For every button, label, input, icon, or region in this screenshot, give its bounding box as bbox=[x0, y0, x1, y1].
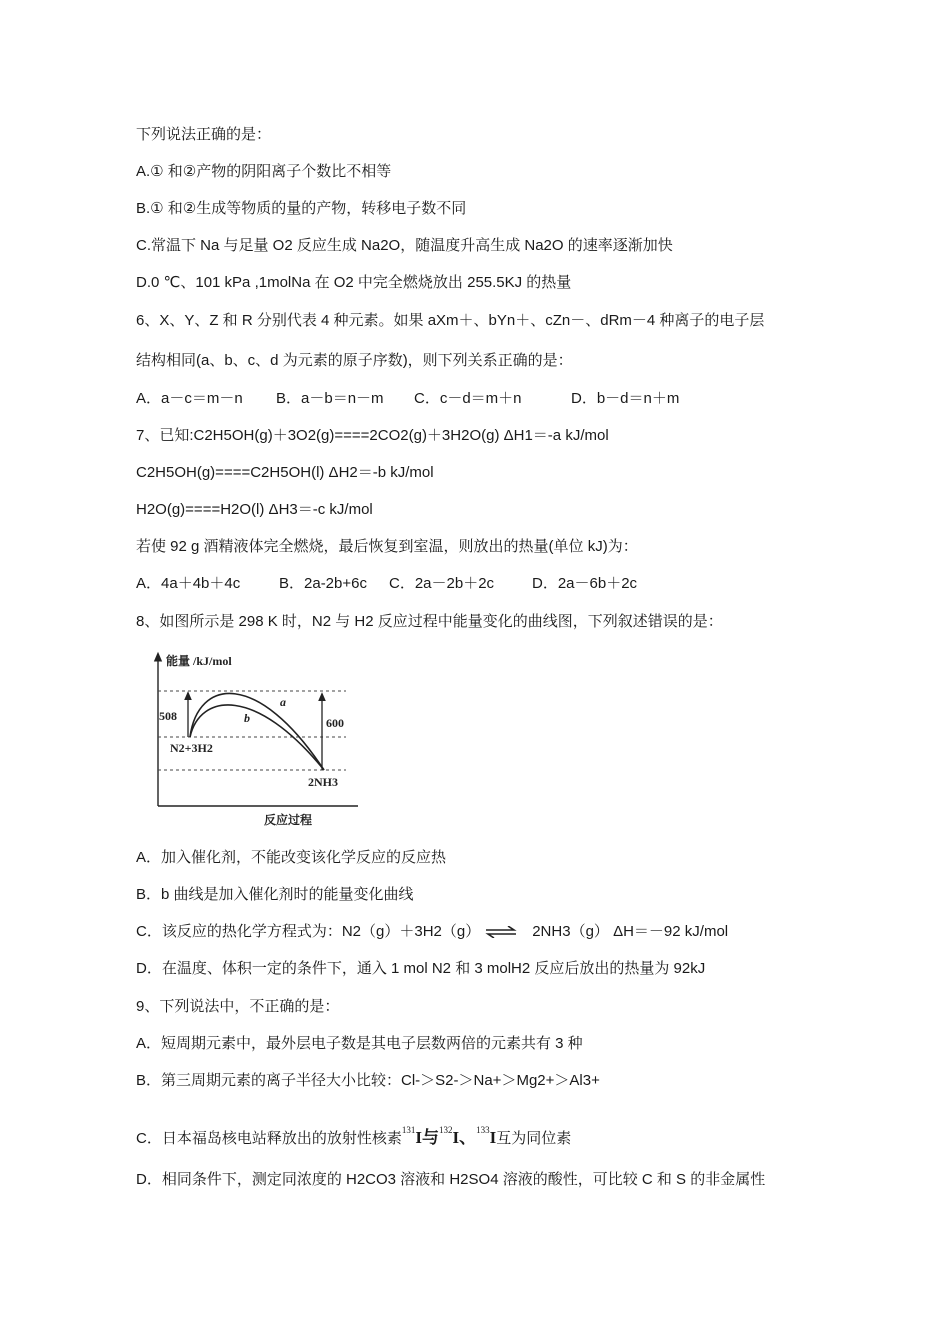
curve-a-label: a bbox=[280, 695, 286, 709]
q7-option-c: C．2a－2b＋2c bbox=[389, 575, 495, 592]
isotope-133 bbox=[476, 1125, 497, 1147]
isotope-132-mass: 132 bbox=[438, 1125, 453, 1135]
q6-option-c: C．c－d＝m＋n bbox=[414, 390, 522, 407]
y-axis-label: 能量 /kJ/mol bbox=[166, 654, 232, 668]
q8-option-c-text-post: 2NH3（g） ΔH＝－92 kJ/mol bbox=[532, 923, 729, 940]
isotope-133-mass: 133 bbox=[476, 1125, 490, 1135]
curve-b-label: b bbox=[244, 711, 250, 725]
q9-option-d: D．相同条件下，测定同浓度的 H2CO3 溶液和 H2SO4 溶液的酸性，可比较 C 和 S 的非金属性 bbox=[136, 1171, 766, 1188]
activation-energy-label: 508 bbox=[159, 709, 177, 723]
q9-option-b: B．第三周期元素的离子半径大小比较：Cl-＞S2-＞Na+＞Mg2+＞Al3+ bbox=[136, 1072, 600, 1089]
isotope-132 bbox=[438, 1125, 460, 1147]
q8-stem: 8、如图所示是 298 K 时，N2 与 H2 反应过程中能量变化的曲线图，下列叙述错误的是： bbox=[136, 613, 723, 630]
isotope-133-symbol: I bbox=[489, 1128, 497, 1147]
x-axis-label: 反应过程 bbox=[264, 813, 313, 827]
isotope-131 bbox=[401, 1125, 422, 1147]
q9-option-a: A．短周期元素中，最外层电子数是其电子层数两倍的元素共有 3 种 bbox=[136, 1035, 583, 1052]
q7-equation-3: H2O(g)====H2O(l) ΔH3＝-c kJ/mol bbox=[136, 501, 373, 518]
q8-option-c-text-pre: C．该反应的热化学方程式为：N2（g）＋3H2（g） bbox=[136, 923, 481, 940]
reactants-label: N2+3H2 bbox=[170, 741, 213, 755]
reverse-energy-label: 600 bbox=[326, 716, 344, 730]
isotope-connector: 与 bbox=[421, 1128, 439, 1147]
q7-stem: 若使 92 g 酒精液体完全燃烧，最后恢复到室温，则放出的热量(单位 kJ)为： bbox=[136, 538, 638, 555]
q7-equation-1: 7、已知:C2H5OH(g)＋3O2(g)====2CO2(g)＋3H2O(g) ΔH1＝-a kJ/mol bbox=[136, 427, 609, 444]
q7-option-d: D．2a－6b＋2c bbox=[532, 575, 638, 592]
q5-option-a: A.① 和②产物的阴阳离子个数比不相等 bbox=[136, 163, 392, 180]
q5-option-c: C.常温下 Na 与足量 O2 反应生成 Na2O，随温度升高生成 Na2O 的速率逐渐加快 bbox=[136, 237, 673, 254]
isotope-131-symbol: I bbox=[415, 1128, 422, 1147]
q8-option-c bbox=[136, 922, 728, 942]
product-label: 2NH3 bbox=[308, 775, 338, 789]
isotope-132-symbol: I bbox=[452, 1128, 460, 1147]
q6-option-b: B．a－b＝n－m bbox=[276, 390, 384, 407]
energy-diagram bbox=[146, 648, 366, 830]
q6-stem-line2: 结构相同(a、b、c、d 为元素的原子序数)，则下列关系正确的是： bbox=[136, 352, 573, 369]
q9-option-c bbox=[136, 1117, 571, 1152]
q7-options bbox=[136, 574, 637, 594]
q8-option-d: D．在温度、体积一定的条件下，通入 1 mol N2 和 3 molH2 反应后放出的热量为 92kJ bbox=[136, 960, 706, 977]
q5-option-d: D.0 ℃、101 kPa ,1molNa 在 O2 中完全燃烧放出 255.5KJ 的热量 bbox=[136, 274, 572, 291]
q9-stem: 9、下列说法中，不正确的是： bbox=[136, 998, 340, 1015]
curve-a bbox=[190, 694, 324, 770]
q7-option-b: B．2a-2b+6c bbox=[279, 575, 367, 592]
q6-stem-line1: 6、X、Y、Z 和 R 分别代表 4 种元素。如果 aXm＋、bYn＋、cZn－、dRm－4 种离子的电子层 bbox=[136, 312, 765, 329]
q9-option-c-text-post: 互为同位素 bbox=[496, 1130, 572, 1147]
q7-option-a: A．4a＋4b＋4c bbox=[136, 575, 241, 592]
q5-option-b: B.① 和②生成等物质的量的产物，转移电子数不同 bbox=[136, 200, 467, 217]
q9-option-c-text-pre: C．日本福岛核电站释放出的放射性核素 bbox=[136, 1130, 402, 1147]
isotope-separator: 、 bbox=[459, 1128, 477, 1147]
q7-equation-2: C2H5OH(g)====C2H5OH(l) ΔH2＝-b kJ/mol bbox=[136, 464, 434, 481]
q8-option-a: A．加入催化剂，不能改变该化学反应的反应热 bbox=[136, 849, 447, 866]
equilibrium-arrow-icon bbox=[484, 926, 518, 938]
q5-intro: 下列说法正确的是： bbox=[136, 126, 272, 143]
isotope-131-mass: 131 bbox=[401, 1125, 416, 1135]
q6-option-a: A．a－c＝m－n bbox=[136, 390, 243, 407]
q6-options bbox=[136, 389, 679, 409]
q6-option-d: D．b－d＝n＋m bbox=[571, 390, 680, 407]
q8-option-b: B．b 曲线是加入催化剂时的能量变化曲线 bbox=[136, 886, 414, 903]
